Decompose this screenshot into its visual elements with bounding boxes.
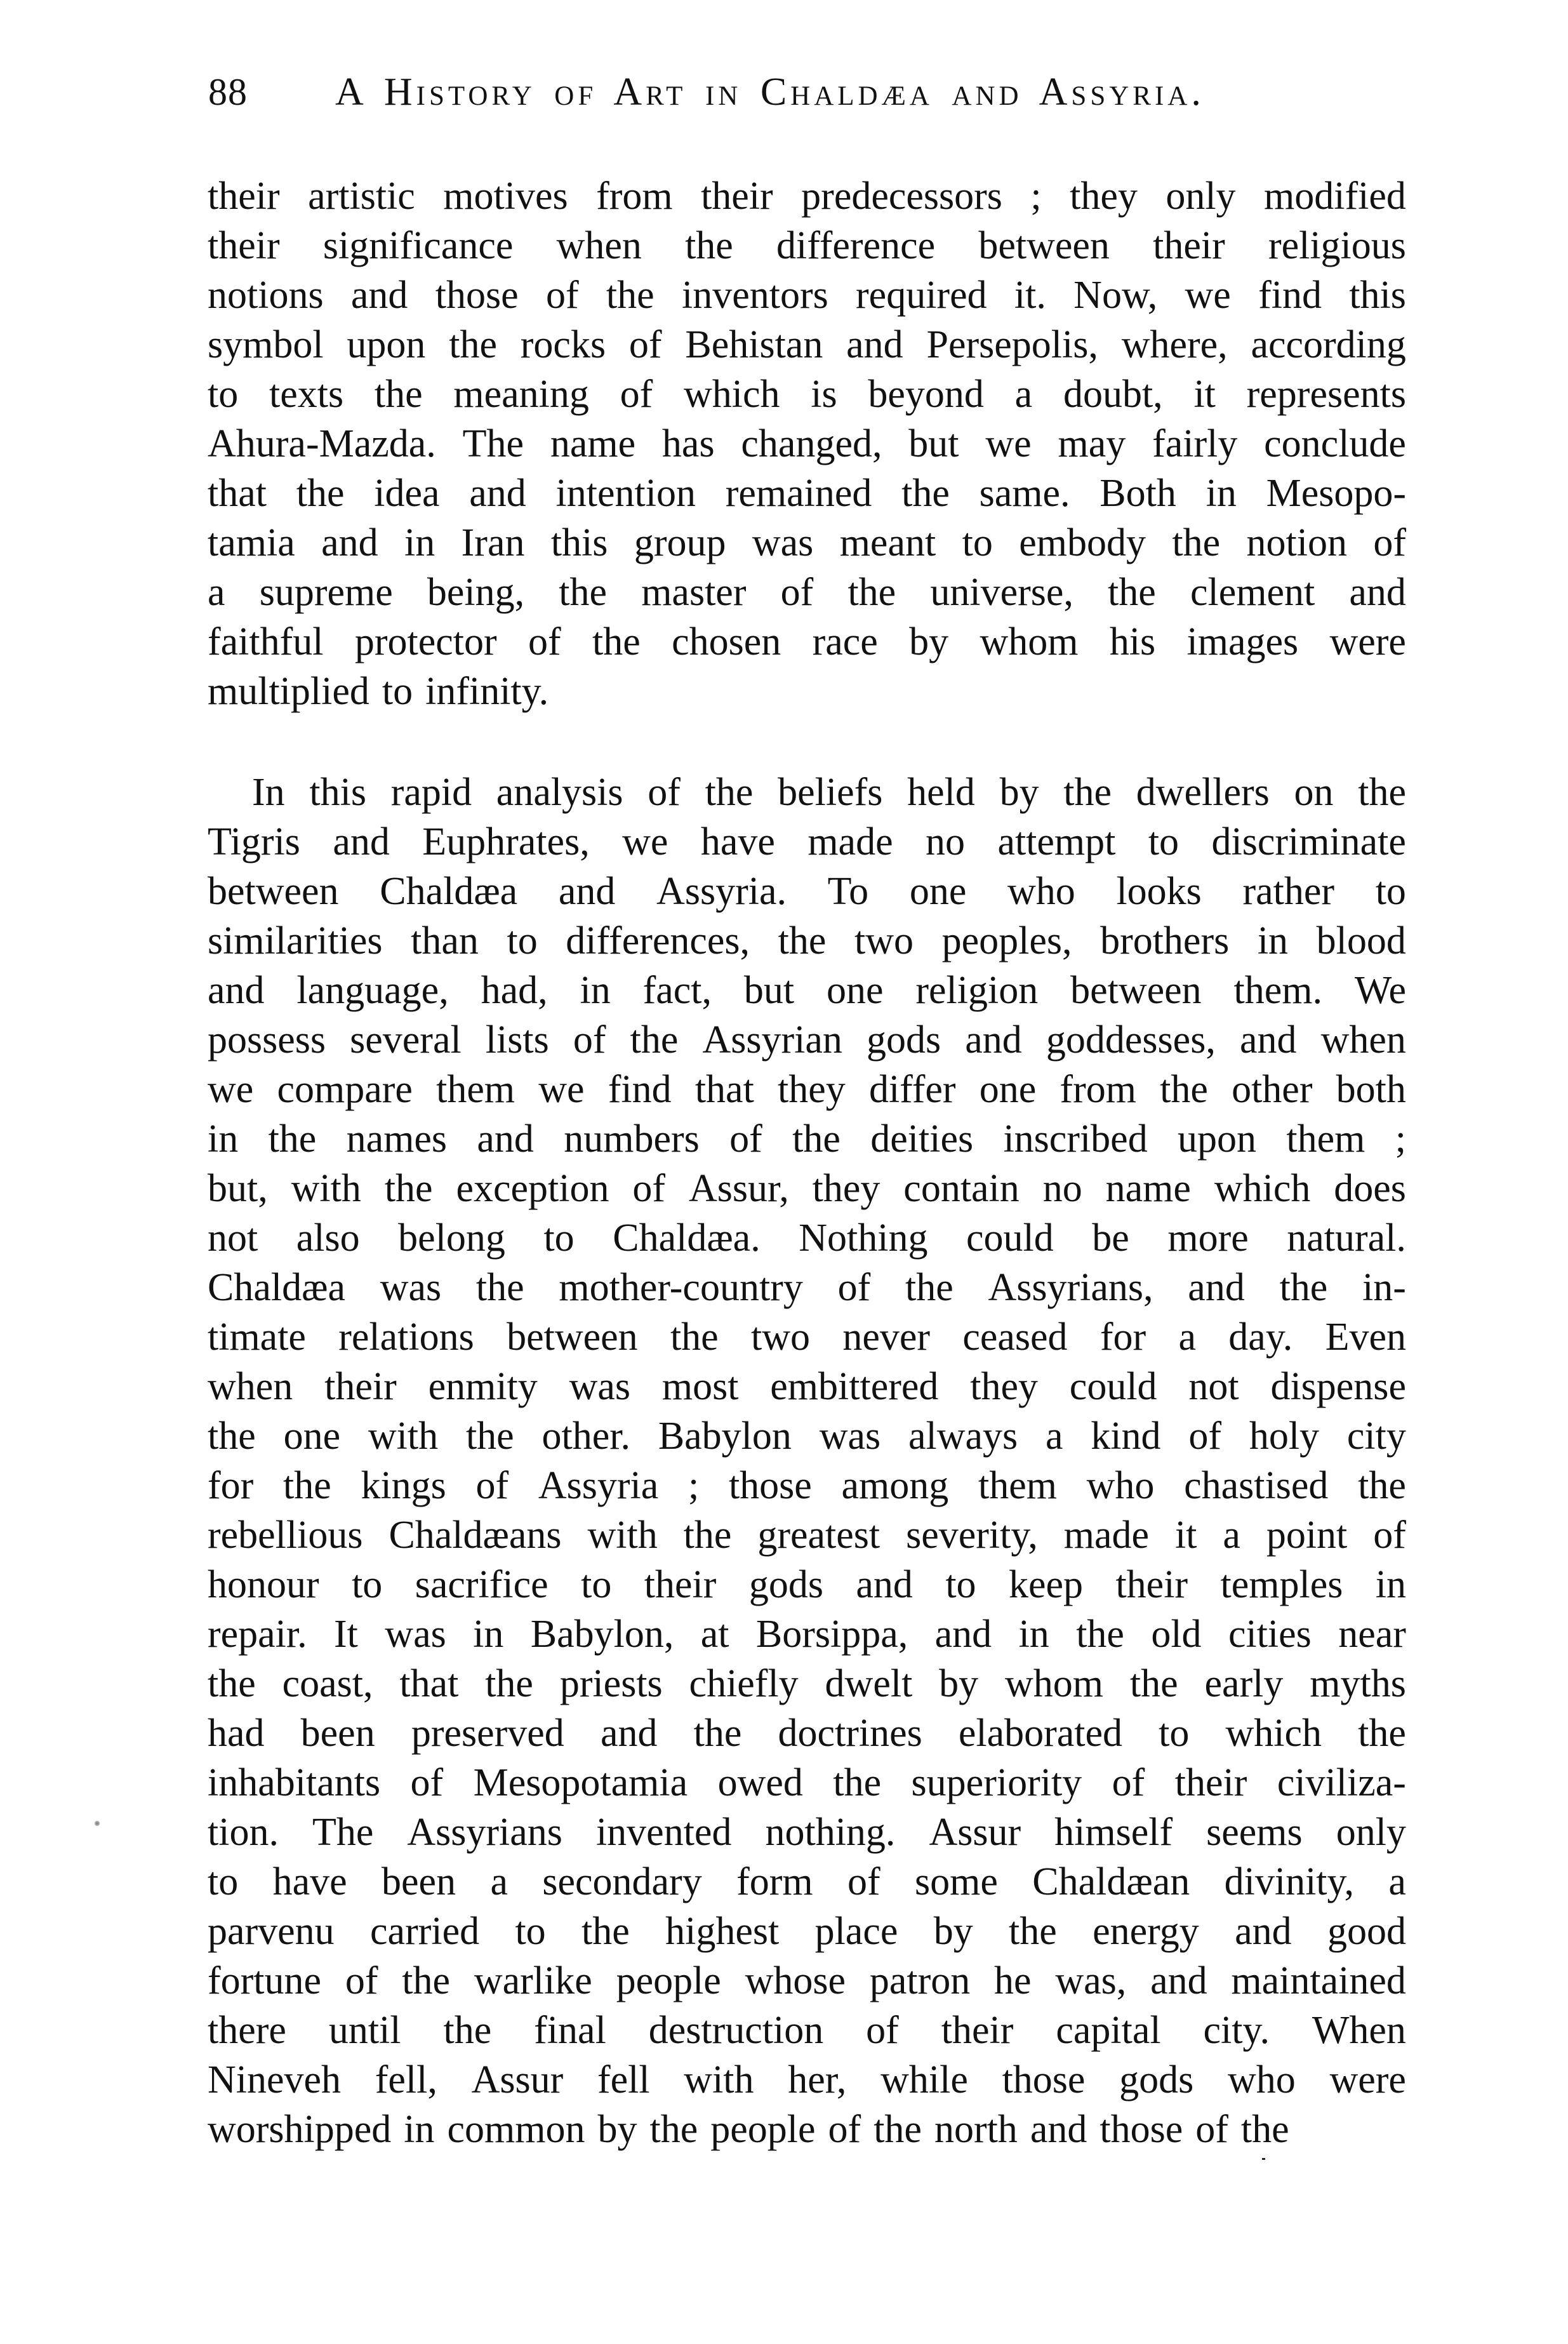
text-line: in the names and numbers of the deities inscribed upon them ;	[208, 1117, 1406, 1161]
text-line: when their enmity was most embittered they could not dispense	[208, 1365, 1406, 1408]
text-line: to texts the meaning of which is beyond a doubt, it represents	[208, 373, 1406, 416]
text-line: honour to sacrifice to their gods and to keep their temples in	[208, 1563, 1406, 1606]
paragraph-2	[208, 768, 1406, 2154]
text-line: their significance when the difference between their religious	[208, 224, 1406, 267]
text-line: Chaldæa was the mother-country of the Assyrians, and the in-	[208, 1266, 1406, 1309]
text-line: Nineveh fell, Assur fell with her, while those gods who were	[208, 2058, 1406, 2101]
text-line: inhabitants of Mesopotamia owed the superiority of their civiliza-	[208, 1761, 1406, 1804]
text-line: possess several lists of the Assyrian gods and goddesses, and when	[208, 1018, 1406, 1062]
text-line: similarities than to differences, the two peoples, brothers in blood	[208, 919, 1406, 962]
text-line: symbol upon the rocks of Behistan and Persepolis, where, according	[208, 323, 1406, 366]
text-line: repair. It was in Babylon, at Borsippa, and in the old cities near	[208, 1613, 1406, 1656]
text-line: worshipped in common by the people of the north and those of the	[208, 2108, 1289, 2151]
running-title: A History of Art in Chaldæa and Assyria.	[335, 70, 1205, 114]
text-line: multiplied to infinity.	[208, 670, 549, 713]
text-line: their artistic motives from their predecessors ; they only modified	[208, 175, 1406, 218]
text-line: but, with the exception of Assur, they contain no name which does	[208, 1167, 1406, 1210]
text-line: Ahura-Mazda. The name has changed, but we may fairly conclude	[208, 422, 1406, 465]
text-line: between Chaldæa and Assyria. To one who looks rather to	[208, 870, 1406, 913]
text-line: timate relations between the two never ceased for a day. Even	[208, 1315, 1406, 1359]
text-line: and language, had, in fact, but one religion between them. We	[208, 969, 1406, 1012]
text-line: that the idea and intention remained the same. Both in Mesopo-	[208, 472, 1406, 515]
paragraph-1	[208, 171, 1406, 716]
text-line: fortune of the warlike people whose patron he was, and maintained	[208, 1959, 1406, 2002]
text-line: the one with the other. Babylon was always a kind of holy city	[208, 1415, 1406, 1458]
text-line: there until the final destruction of their capital city. When	[208, 2009, 1406, 2052]
text-line: tion. The Assyrians invented nothing. Assur himself seems only	[208, 1811, 1406, 1854]
text-line: tamia and in Iran this group was meant to embody the notion of	[208, 521, 1406, 564]
text-line: for the kings of Assyria ; those among them who chastised the	[208, 1464, 1406, 1507]
text-line: a supreme being, the master of the universe, the clement and	[208, 571, 1406, 614]
text-line: notions and those of the inventors required it. Now, we find this	[208, 274, 1406, 317]
print-speck	[1262, 2158, 1265, 2160]
text-line: to have been a secondary form of some Chaldæan divinity, a	[208, 1860, 1406, 1903]
text-line: Tigris and Euphrates, we have made no attempt to discriminate	[208, 820, 1406, 863]
text-line: the coast, that the priests chiefly dwelt by whom the early myths	[208, 1662, 1406, 1705]
text-line: not also belong to Chaldæa. Nothing could be more natural.	[208, 1216, 1406, 1260]
text-line: we compare them we find that they differ one from the other both	[208, 1068, 1406, 1111]
text-line: had been preserved and the doctrines elaborated to which the	[208, 1712, 1406, 1755]
running-head	[208, 70, 1256, 114]
text-line: In this rapid analysis of the beliefs held by the dwellers on the	[252, 771, 1406, 814]
page-number: 88	[208, 71, 248, 113]
text-line: faithful protector of the chosen race by whom his images were	[208, 620, 1406, 663]
margin-speck	[94, 1821, 100, 1826]
text-line: rebellious Chaldæans with the greatest severity, made it a point of	[208, 1514, 1406, 1557]
text-line: parvenu carried to the highest place by the energy and good	[208, 1910, 1406, 1953]
